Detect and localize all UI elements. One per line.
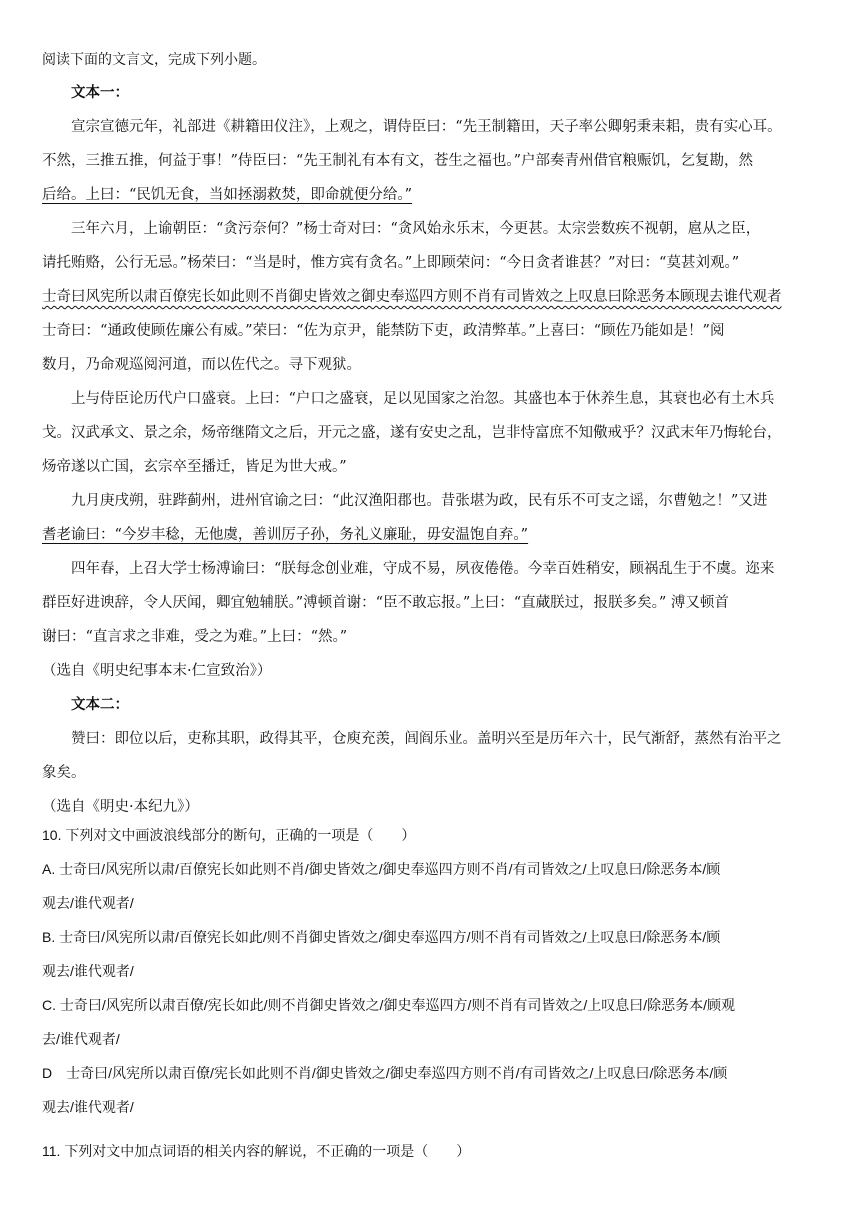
text-line: 士奇曰：“通政使顾佐廉公有威。”荣曰：“佐为京尹，能禁防下吏，政清弊革。”上喜曰：“顾佐乃能如是！”阅 — [42, 323, 725, 339]
text1-paragraph-2 — [42, 212, 822, 382]
option-a[interactable] — [42, 852, 822, 920]
option-c[interactable] — [42, 988, 822, 1056]
question-10 — [42, 818, 822, 1124]
text-line: 数月，乃命观巡阅河道，而以佐代之。寻下观狱。 — [42, 357, 361, 373]
text-line: 不然，三推五推，何益于事！”侍臣曰：“先王制礼有本有文，苍生之福也。”户部奏青州借官粮赈饥，乞复勘，然 — [42, 153, 753, 169]
text-line: 三年六月，上谕朝臣：“贪污奈何？”杨士奇对曰：“贪风始永乐末，今更甚。太宗尝数疾不视朝，扈从之臣， — [71, 221, 761, 237]
text-line: 象矣。 — [42, 765, 86, 781]
option-line: 去/谁代观者/ — [42, 1031, 120, 1047]
option-line: 观去/谁代观者/ — [42, 895, 134, 911]
text1-title: 文本一： — [71, 84, 129, 101]
text-line: 上与侍臣论历代户口盛衰。上曰：“户口之盛衰，足以见国家之治忽。其盛也本于休养生息，其衰也必有土木兵 — [71, 391, 775, 407]
text-line: 后给。上曰：“民饥无食，当如拯溺救焚，即命就便分给。” — [42, 187, 413, 203]
text-line: 群臣好进谀辞，令人厌闻，卿宜勉辅朕。”溥顿首谢：“臣不敢忘报。”上曰：“直蕆朕过，报朕多矣。” 溥又顿首 — [42, 595, 729, 611]
text-line: 炀帝遂以亡国，玄宗卒至播迁，皆足为世大戒。” — [42, 459, 347, 475]
text-line: 九月庚戌朔，驻跸蓟州，进州官谕之曰：“此汉渔阳郡也。昔张堪为政，民有乐不可支之谣，尔曹勉之！”又进 — [71, 493, 768, 509]
text-line: 宣宗宣德元年，礼部进《耕籍田仪注》，上观之，谓侍臣曰：“先王制籍田，天子率公卿躬秉耒耜，贵有实心耳。 — [71, 119, 782, 135]
question-stem: 10. 下列对文中画波浪线部分的断句，正确的一项是（ ） — [42, 827, 416, 843]
question-stem: 11. 下列对文中加点词语的相关内容的解说，不正确的一项是（ ） — [42, 1143, 471, 1159]
text-line: 谢曰：“直言求之非难，受之为难。”上曰：“然。” — [42, 629, 348, 645]
text1-paragraph-5 — [42, 552, 822, 654]
text-line: 四年春，上召大学士杨溥谕曰：“朕每念创业难，守成不易，夙夜倦倦。今幸百姓稍安，顾祸乱生于不虞。迩来 — [71, 561, 775, 577]
intro-line: 阅读下面的文言文，完成下列小题。 — [42, 51, 266, 67]
text-line: 请托贿赂，公行无忌。”杨荣曰：“当是时，惟方宾有贪名。”上即顾荣问：“今日贪者谁甚？”对曰：“莫甚刘观。” — [42, 255, 740, 271]
option-line: D 士奇曰/风宪所以肃百僚/宪长如此则不肖/御史皆效之/御史奉巡四方则不肖/有司皆效之/上叹息曰/除恶务本/顾 — [42, 1065, 728, 1081]
option-line: 观去/谁代观者/ — [42, 1099, 134, 1115]
option-b[interactable] — [42, 920, 822, 988]
text1-source: （选自《明史纪事本末·仁宣致治》） — [42, 663, 272, 679]
option-line: C. 士奇曰/风宪所以肃百僚/宪长如此/则不肖御史皆效之/御史奉巡四方/则不肖有司皆效之/上叹息曰/除恶务本/顾观 — [42, 997, 736, 1013]
text1-paragraph-1 — [42, 110, 822, 212]
text1-section — [42, 76, 822, 824]
text1-paragraph-3 — [42, 382, 822, 484]
option-d[interactable] — [42, 1056, 822, 1124]
text2-source: （选自《明史·本纪九》） — [42, 799, 199, 815]
text-line: 耆老谕曰：“今岁丰稔，无他虞，善训厉子孙，务礼义廉耻，毋安温饱自弃。” — [42, 527, 529, 543]
option-line: A. 士奇曰/风宪所以肃/百僚宪长如此则不肖/御史皆效之/御史奉巡四方则不肖/有司皆效之/上叹息曰/除恶务本/顾 — [42, 861, 721, 877]
text-line: 赞曰：即位以后，吏称其职，政得其平，仓庾充羡，闾阎乐业。盖明兴至是历年六十，民气渐舒，蒸然有治平之 — [71, 731, 782, 747]
text2-title: 文本二： — [71, 696, 129, 713]
text-line: 戈。汉武承文、景之余，炀帝继隋文之后，开元之盛，遂有安史之乱，岂非恃富庶不知儆戒乎？汉武末年乃悔轮台， — [42, 425, 782, 441]
wavy-underlined-passage: 士奇曰风宪所以肃百僚宪长如此则不肖御史皆效之御史奉巡四方则不肖有司皆效之上叹息曰除恶务本顾现去谁代观者 — [42, 289, 782, 305]
text1-paragraph-4 — [42, 484, 822, 552]
option-line: 观去/谁代观者/ — [42, 963, 134, 979]
option-line: B. 士奇曰/风宪所以肃/百僚宪长如此/则不肖御史皆效之/御史奉巡四方/则不肖有司皆效之/上叹息曰/除恶务本/顾 — [42, 929, 721, 945]
text2-paragraph — [42, 722, 822, 790]
question-11 — [42, 1134, 822, 1168]
